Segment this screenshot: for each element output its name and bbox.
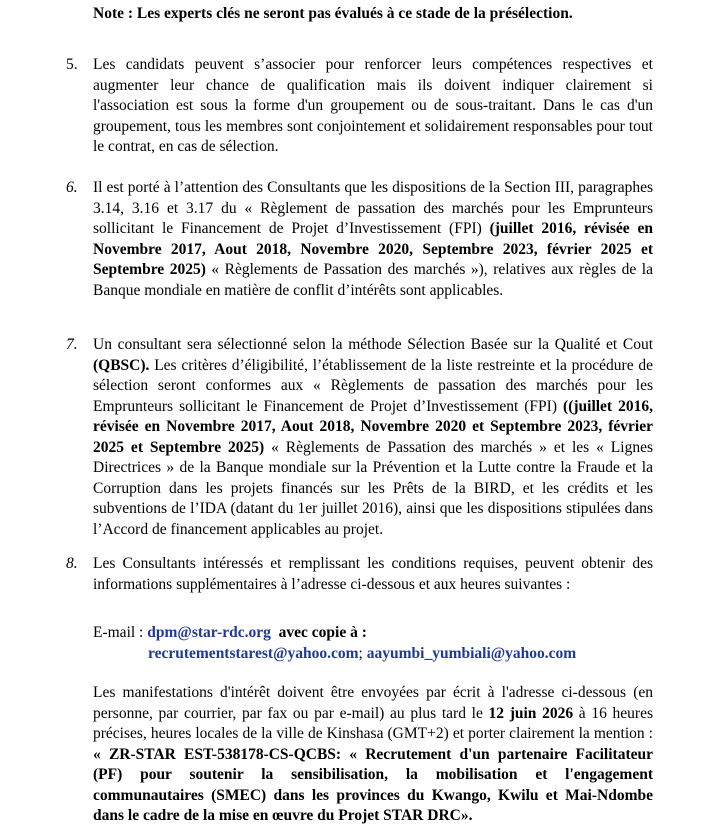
note-experts: Note : Les experts clés ne seront pas évalués à ce stade de la présélection. [93, 5, 573, 22]
paragraph-number-5: 5. [66, 56, 78, 73]
email-copy-label: avec copie à : [278, 624, 367, 641]
submission-reference: « ZR-STAR EST-538178-CS-QCBS: « Recrutement d'un partenaire Facilitateur (PF) pour soutenir la sensibilisation, la mobilisation et l'engagement communautaires (SMEC) dans les provinces du Kwango, Kwilu et Mai-Ndombe dans le cadre de la mise en œuvre du Projet STAR DRC». [93, 745, 653, 824]
email-cc-line [93, 644, 653, 665]
email-block [93, 623, 653, 664]
p6-dates-bold: (juillet 2016, révisée en Novembre 2017, Aout 2018, Novembre 2020, Septembre 2023, février 2025 et Septembre 2025) [93, 220, 653, 278]
paragraph-8: Les Consultants intéressés et remplissant les conditions requises, peuvent obtenir des informations supplémentaires à l’adresse ci-dessous et aux heures suivantes : [93, 555, 653, 593]
email-label: E-mail : [93, 624, 148, 641]
p7-text-1: Un consultant sera sélectionné selon la méthode Sélection Basée sur la Qualité et Cout [93, 336, 653, 353]
paragraph-number-7: 7. [66, 336, 78, 353]
p6-text-1: Il est porté à l’attention des Consultants que les dispositions de la Section III, paragraphes 3.14, 3.16 et 3.17 du « Règlement de passation des marchés pour les Emprunteurs sollicitant le Financement de Projet d’Investissement (FPI) [93, 179, 653, 237]
p7-text-3: « Règlements de Passation des marchés » et les « Lignes Directrices » de la Banque mondiale sur la Prévention et la Lutte contre la Fraude et la Corruption dans les projets financés sur les Prêts de la BIRD, et les crédits et les subventions de l’IDA (datant du 1er juillet 2016), ainsi que les dispositions stipulées dans l’Accord de financement applicables au projet. [93, 438, 653, 538]
email-separator: ; [358, 644, 367, 662]
email-cc1-link[interactable]: recrutementstarest@yahoo.com [148, 644, 359, 662]
email-cc2-link[interactable]: aayumbi_yumbiali@yahoo.com [366, 644, 577, 662]
deadline-date: 12 juin 2026 [488, 704, 574, 722]
p6-text-2: « Règlements de Passation des marchés »), relatives aux règles de la Banque mondiale en matière de conflit d’intérêts sont applicables. [93, 261, 653, 299]
paragraph-7 [93, 335, 653, 540]
submission-paragraph [93, 683, 653, 827]
email-primary-link[interactable]: dpm@star-rdc.org [147, 624, 271, 641]
submission-text-2: à 16 heures précises, heures locales de la ville de Kinshasa (GMT+2) et porter clairement la mention : [93, 704, 653, 742]
paragraph-number-8: 8. [66, 555, 78, 572]
submission-text-1: Les manifestations d'intérêt doivent être envoyées par écrit à l'adresse ci-dessous (en personne, par courrier, par fax ou par e-mail) au plus tard le [93, 684, 653, 722]
p7-text-2: Les critères d’éligibilité, l’établissement de la liste restreinte et la procédure de sélection seront conformes aux « Règlements de passation des marchés pour les Emprunteurs sollicitant le Financement de Projet d’Investissement (FPI) [93, 356, 653, 415]
p7-method-bold: (QBSC). [93, 356, 150, 374]
paragraph-5: Les candidats peuvent s’associer pour renforcer leurs compétences respectives et augmenter leur chance de qualification mais ils doivent indiquer clairement si l'association est sous la forme d'un groupement ou de sous-traitant. Dans le cas d'un groupement, tous les membres sont conjointement et solidairement responsables pour tout le contrat, en cas de sélection. [93, 56, 653, 155]
paragraph-number-6: 6. [66, 179, 78, 196]
p7-dates-bold: ((juillet 2016, révisée en Novembre 2017, Aout 2018, Novembre 2020 et Septembre 2023, février 2025 et Septembre 2025) [93, 397, 653, 456]
paragraph-6 [93, 178, 653, 301]
